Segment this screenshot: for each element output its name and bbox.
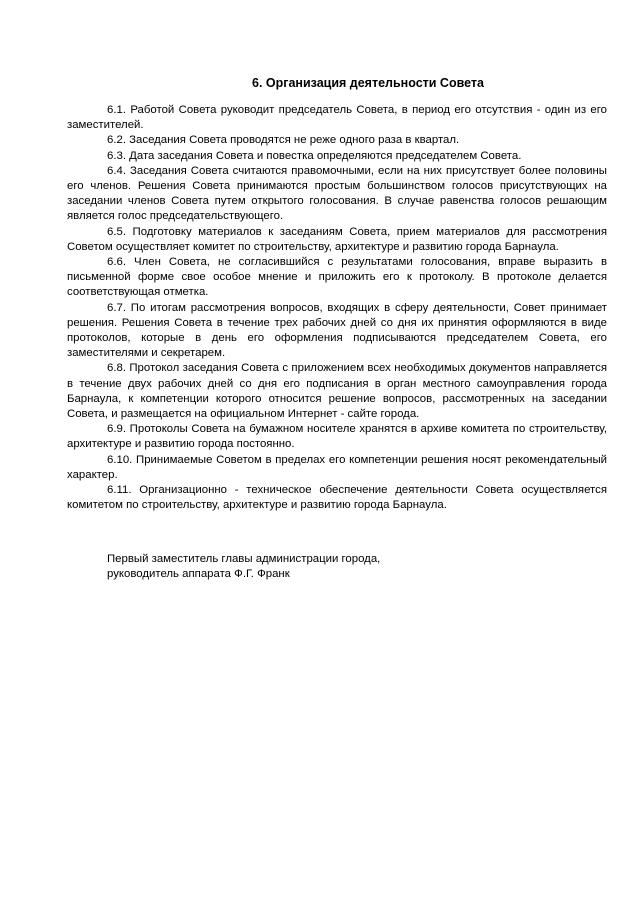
signature-position: Первый заместитель главы администрации города, [107, 553, 381, 565]
paragraph-6-7: 6.7. По итогам рассмотрения вопросов, входящих в сферу деятельности, Совет принимает решения. Решения Совета в течение трех рабочих дней со дня их принятия оформляются в виде протоколов, которые в день его оформления подписываются председателем Совета, его заместителями и секретарем. [67, 301, 607, 360]
paragraph-6-6: 6.6. Член Совета, не согласившийся с результатами голосования, вправе выразить в письменной форме свое особое мнение и приложить его к протоколу. В протоколе делается соответствующая отметка. [67, 256, 607, 299]
signature-block [107, 552, 587, 582]
paragraph-6-3: 6.3. Дата заседания Совета и повестка определяются председателем Совета. [107, 149, 522, 162]
paragraph-6-10: 6.10. Принимаемые Советом в пределах его компетенции решения носят рекомендательный характер. [67, 453, 607, 481]
section-heading: 6. Организация деятельности Совета [252, 76, 484, 90]
signature-name: руководитель аппарата Ф.Г. Франк [107, 568, 290, 581]
paragraph-6-8: 6.8. Протокол заседания Совета с приложением всех необходимых документов направляется в течение двух рабочих дней со дня его подписания в орган местного самоуправления города Барнаула, к компетенции которого относится решение вопросов, рассмотренных на заседании Совета, и размещается на официальном Интернет - сайте города. [67, 362, 607, 421]
paragraph-6-11: 6.11. Организационно - техническое обеспечение деятельности Совета осуществляется комитетом по строительству, архитектуре и развитию города Барнаула. [67, 484, 607, 512]
paragraph-6-2: 6.2. Заседания Совета проводятся не реже одного раза в квартал. [107, 134, 460, 147]
paragraph-6-9: 6.9. Протоколы Совета на бумажном носителе хранятся в архиве комитета по строительству, архитектуре и развитию города постоянно. [67, 423, 607, 451]
paragraph-6-1: 6.1. Работой Совета руководит председатель Совета, в период его отсутствия - один из его заместителей. [67, 104, 607, 132]
section-body [67, 103, 607, 513]
paragraph-6-5: 6.5. Подготовку материалов к заседаниям Совета, прием материалов для рассмотрения Советом осуществляет комитет по строительству, архитектуре и развитию города Барнаула. [67, 225, 607, 253]
paragraph-6-4: 6.4. Заседания Совета считаются правомочными, если на них присутствует более половины его членов. Решения Совета принимаются простым большинством голосов присутствующих на заседании членов Совета путем открытого голосования. В случае равенства голосов решающим является голос председательствующего. [67, 164, 607, 223]
